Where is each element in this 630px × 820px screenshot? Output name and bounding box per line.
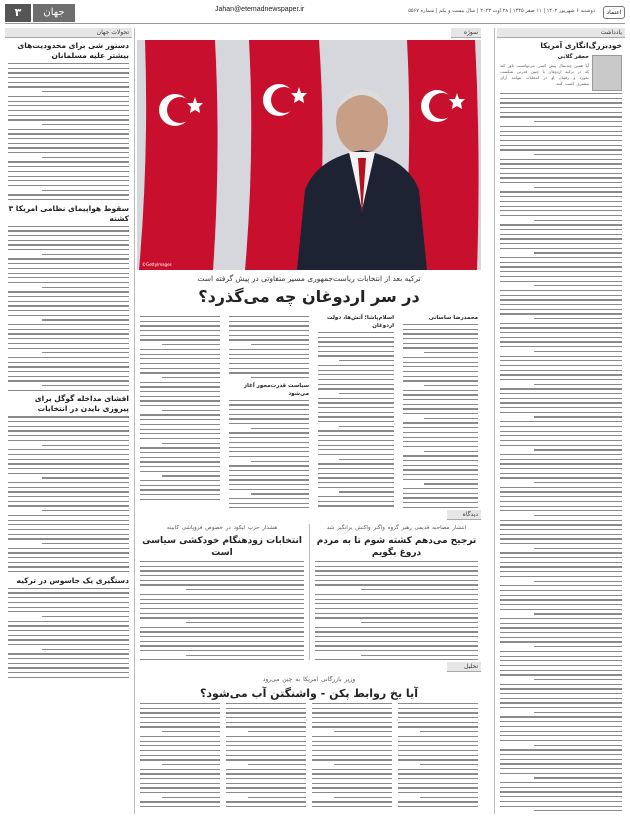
left-column-bar: تحولات جهان xyxy=(5,28,132,38)
divider xyxy=(309,524,310,660)
center-bottom-bar: تحلیل xyxy=(447,662,481,672)
note-title: خودبزرگ‌انگاری آمریکا xyxy=(540,41,622,50)
divider xyxy=(134,28,135,814)
section-email[interactable]: Jahan@etemadnewspaper.ir xyxy=(215,6,305,13)
likud-story xyxy=(137,524,307,660)
center-middle-bar-wrap xyxy=(137,510,481,522)
right-column xyxy=(497,28,625,814)
main-story-col-3 xyxy=(226,312,312,508)
page-header xyxy=(5,4,625,24)
news-item-4-title: دستگیری یک جاسوس در ترکیه xyxy=(16,575,129,585)
page-number: ۳ xyxy=(5,4,31,22)
dateline: دوشنبه ۶ شهریور ۱۴۰۲ | ۱۱ صفر ۱۴۴۵ | ۲۸ اوت ۲۰۲۳ | سال بیست و یکم | شماره ۵۵۶۷ xyxy=(408,8,595,14)
china-kicker: وزیر بازرگانی امریکا به چین می‌رود xyxy=(262,676,356,683)
newspaper-logo: اعتماد xyxy=(603,6,625,19)
main-subhead-2: سیاست قدرت‌محور آغاز می‌شود xyxy=(243,382,309,397)
main-subhead-1: اسلام‌پاشا؛ آتش‌ها، دولت اردوغان xyxy=(327,315,394,329)
center-top-bar: سوژه xyxy=(451,28,481,38)
center-top-bar-wrap xyxy=(137,28,481,40)
main-byline: محمدرضا ساسانی xyxy=(428,315,478,321)
china-headline: آیا یخ روابط پکن - واشنگتن آب می‌شود؟ xyxy=(200,687,418,700)
author-name: جعفر گلابی xyxy=(557,54,589,60)
divider xyxy=(494,28,495,814)
author-photo xyxy=(592,55,622,91)
news-item-3-title: افشای مداخله گوگل برای پیروزی بایدن در انتخابات xyxy=(34,394,129,414)
erdogan-photo xyxy=(137,40,481,270)
section-label: جهان xyxy=(33,4,75,22)
main-headline: در سر اردوغان چه می‌گذرد؟ xyxy=(198,287,420,306)
main-story-col-2 xyxy=(315,312,397,508)
right-column-bar: یادداشت xyxy=(497,28,625,38)
likud-kicker: هشدار حزب لیکود در خصوص فروپاشی کابینه xyxy=(166,525,278,531)
center-middle-bar: دیدگاه xyxy=(447,510,481,520)
china-story xyxy=(137,676,481,816)
main-kicker: ترکیه بعد از انتخابات ریاست‌جمهوری مسیر متفاوتی در پیش گرفته است xyxy=(197,274,421,283)
wagner-kicker: انتشار مصاحبه قدیمی رهبر گروه واگنر واکنش برانگیز شد xyxy=(326,525,467,531)
photo-caption: ©GettyImages xyxy=(142,262,172,267)
wagner-story xyxy=(312,524,481,660)
center-bottom-bar-wrap xyxy=(137,662,481,674)
left-column xyxy=(5,28,132,814)
note-lead: آیا همین چندسال پیش کسی می‌توانست باور کند که در ترکیه اردوغان با چنین قدرتی شکست بخورد و رقیبان او در انتخابات بتوانند آرای بیشتری کسب کنند. xyxy=(500,63,589,86)
wagner-title: ترجیح می‌دهم کشته شوم تا به مردم دروغ بگویم xyxy=(316,536,477,558)
news-item-2-title: سقوط هواپیمای نظامی امریکا ۳ کشته xyxy=(8,203,129,223)
main-story-col-4 xyxy=(137,312,223,508)
news-item-1-title: دستور شی برای محدودیت‌های بیشتر علیه مسلمانان xyxy=(17,41,129,60)
main-story-col-1 xyxy=(400,312,481,508)
note-body xyxy=(500,93,622,814)
likud-title: انتخابات زودهنگام خودکشی سیاسی است xyxy=(142,536,302,558)
